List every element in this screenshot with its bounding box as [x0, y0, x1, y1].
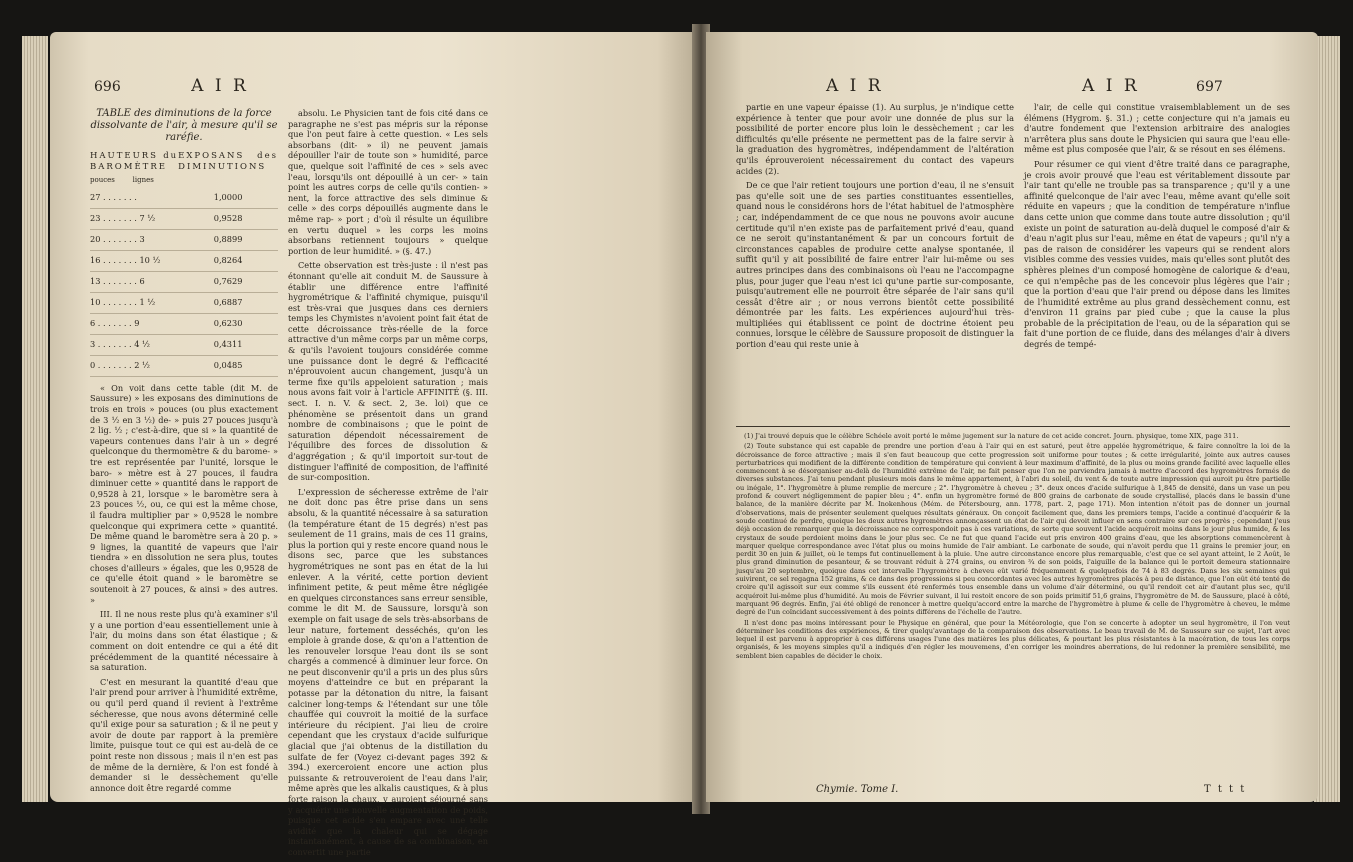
- footnote-1: (1) J'ai trouvé depuis que le célèbre Schéele avoit porté le même jugement sur la nature de cet acide concret. Journ. physique, tome XIX, page 311.: [744, 432, 1239, 440]
- table-row: [90, 355, 278, 376]
- unit-label: pouces lignes: [90, 176, 154, 185]
- left-page-number: 696: [94, 79, 121, 95]
- paragraph: De ce que l'air retient toujours une portion d'eau, il ne s'ensuit pas qu'elle soit une de ses parties constituantes essentielles, quand nous le considérons hors de l'état habituel de l'atmosphère ; car, indépendamment de ce que nous ne pouvons avoir aucune certitude qu'il n'en existe pas de parfaitement privé d'eau, quand ce ne seroit qu'instantanément & par un concours fortuit de circonstances capables de produire cette analyse spontanée, il suffit qu'il y ait possibilité de faire entrer l'air lui-même ou ses autres principes dans des combinaisons où l'eau ne l'accompagne plus, pour juger que l'eau n'est ici qu'une partie sur-composante, puisqu'autrement elle ne pourroit être séparée de l'air sans qu'il cessât d'être air ; or nous verrons bientôt cette possibilité démontrée par les faits. Les expériences aujourd'hui très-multipliées qui établissent ce point de doctrine étoient peu connues, lorsque le célèbre de Saussure proposoit de distinguer la portion d'eau qui reste unie à: [736, 180, 1014, 350]
- right-page: [706, 32, 1318, 802]
- open-book: [22, 14, 1340, 857]
- expo-cell: 0,4311: [178, 334, 278, 355]
- expo-cell: 0,6230: [178, 313, 278, 334]
- left-running-head: 696 A I R: [94, 76, 249, 96]
- table-title: TABLE des diminutions de la force dissolvante de l'air, à mesure qu'il se raréfie.: [90, 108, 278, 143]
- table-row: [90, 271, 278, 292]
- left-page-edges: [22, 36, 48, 802]
- section-iii-paragraph: III. Il ne nous reste plus qu'à examiner s'il y a une portion d'eau essentiellement unie à l'air, du moins dans son état élastique ; & comment on doit entendre ce qui a été dit précédemment de la quantité nécessaire à sa saturation.: [90, 609, 278, 673]
- footnotes: [736, 432, 1290, 662]
- quote-paragraph: « On voit dans cette table (dit M. de Saussure) » les exposans des diminutions de trois en trois » pouces (ou plus exactement de 3 ½ en 3 ½) de- » puis 27 pouces jusqu'à 2 lig. ½ ; c'est-à-dire, que si » la quantité de vapeurs contenues dans l'air à un » degré quelconque du thermomètre & du barome- » tre est représentée par l'unité, lorsque le baro- » mètre est à 27 pouces, il faudra diminuer cette » quantité dans le rapport de 0,9528 à 21, lorsque » le baromètre sera à 23 pouces ½, ou, ce qui est la même chose, il faudra multiplier par » 0,9528 le nombre quelconque qui exprimera cette » quantité. De même quand le baromètre sera à 20 p. » 9 lignes, la quantité de vapeurs que l'air tiendra » en dissolution ne sera plus, toutes choses d'ailleurs » égales, que les 0,9528 de ce qu'elle étoit quand » le baromètre se soutenoit à 27 pouces, & ainsi » des autres. »: [90, 382, 278, 605]
- paragraph: partie en une vapeur épaisse (1). Au surplus, je n'indique cette expérience à tenter que pour avoir une donnée de plus sur la possibilité de porter encore plus loin le dessèchement ; car les difficultés qu'elle présente ne permettent pas de la faire servir à la graduation des hygromètres, indépendamment de l'altération qu'ils éprouveroient nécessairement du contact des vapeurs acides (2).: [736, 102, 1014, 176]
- baro-cell: 6 . . . . . . . 9: [90, 313, 178, 334]
- diminutions-table: [90, 150, 278, 377]
- right-page-number: 697: [1196, 79, 1223, 95]
- left-page: [50, 32, 696, 857]
- expo-cell: 0,0485: [178, 355, 278, 376]
- expo-cell: 1,0000: [178, 188, 278, 209]
- footnote-3: Il n'est donc pas moins intéressant pour le Physique en général, que pour la Météorologie, que l'on se concerte à adopter un seul hygromètre, il l'on veut déterminer les conditions des expériences, & tirer quelqu'avantage de la comparaison des observations. Le beau travail de M. de Saussure sur ce sujet, l'art avec lequel il est parvenu à approprier à ces différens usages l'une des matières les plus délicates, & pourtant les plus résistantes à la macération, de tous les corps organisés, & les moyens simples qu'il a indiqués d'en régler les mouvemens, d'en corriger les moindres aberrations, de lui redonner la première sensibilité, me semblent bien capables de décider le choix.: [736, 618, 1290, 660]
- right-column-2: [1024, 102, 1290, 354]
- expo-cell: 0,7629: [178, 271, 278, 292]
- col-header-expo: EXPOSANS des DIMINUTIONS: [178, 151, 278, 172]
- table-row: [90, 229, 278, 250]
- baro-cell: 20 . . . . . . . 3: [90, 229, 178, 250]
- expo-cell: 0,6887: [178, 292, 278, 313]
- right-column-1: [736, 102, 1014, 354]
- table-row: [90, 188, 278, 209]
- paragraph: C'est en mesurant la quantité d'eau que l'air prend pour arriver à l'humidité extrême, ou qu'il perd quand il revient à l'extrême sécheresse, que nous avons déterminé celle qu'il exige pour sa saturation ; & il ne peut y avoir de doute par rapport à la première limite, puisque tout ce qui est au-delà de ce point reste non dissous ; mais il n'en est pas de même de la dernière, & l'on est fondé à demander si le dessèchement qu'elle annonce doit être regardé comme: [90, 676, 278, 793]
- paragraph: Cette observation est très-juste : il n'est pas étonnant qu'elle ait conduit M. de Saussure à établir une différence entre l'affinité hygrométrique & l'affinité chymique, puisqu'il est très-vrai que jusques dans ces derniers temps les Chymistes n'avoient point fait état de cette décroissance très-réelle de la force attractive d'un même corps par un même corps, & qu'ils l'avoient toujours considérée comme une puissance dont le degré & l'efficacité n'éprouvoient aucun changement, jusqu'à un terme fixe qu'ils appeloient saturation ; mais nous avons fait voir à l'article AFFINITÉ (§. III. sect. I. n. V. & sect. 2, 3e. loi) que ce phénomène se présentoit dans un grand nombre de combinaisons ; que le point de saturation dépendoit nécessairement de l'équilibre des forces de dissolution & d'aggrégation ; & qu'il importoit sur-tout de distinguer l'affinité de composition, de l'affinité de sur-composition.: [288, 260, 488, 483]
- baro-cell: 3 . . . . . . . 4 ½: [90, 334, 178, 355]
- table-row: [90, 208, 278, 229]
- baro-cell: 13 . . . . . . . 6: [90, 271, 178, 292]
- expo-cell: 0,8899: [178, 229, 278, 250]
- signature-line: Chymie. Tome I.: [816, 784, 899, 795]
- expo-cell: 0,8264: [178, 250, 278, 271]
- col-header-baro: HAUTEURS du BAROMÈTRE: [90, 151, 179, 172]
- baro-cell: 10 . . . . . . . 1 ½: [90, 292, 178, 313]
- baro-cell: 16 . . . . . . . 10 ½: [90, 250, 178, 271]
- table-row: [90, 292, 278, 313]
- paragraph: l'air, de celle qui constitue vraisemblablement un de ses élémens (Hygrom. §. 31.) ; cette conjecture qui n'a jamais eu d'autre fondement que l'extension arbitraire des analogies n'arrêtera plus sans doute le Physicien qui saura que l'eau elle-même est plus composée que l'air, & se résout en ses élémens.: [1024, 102, 1290, 155]
- baro-cell: 0 . . . . . . . 2 ½: [90, 355, 178, 376]
- footnote-rule: [736, 426, 1290, 427]
- table-row: [90, 250, 278, 271]
- left-column-2: [288, 108, 488, 862]
- baro-cell: 23 . . . . . . . 7 ½: [90, 208, 178, 229]
- baro-cell: 27 . . . . . . .: [90, 188, 178, 209]
- table-row: [90, 334, 278, 355]
- table-row: [90, 313, 278, 334]
- paragraph: L'expression de sécheresse extrême de l'air ne doit donc pas être prise dans un sens absolu, & la quantité nécessaire à sa saturation (la température étant de 15 degrés) n'est pas seulement de 11 grains, mais de ces 11 grains, plus la portion qui y reste encore quand nous le disons sec, parce que les substances hygrométriques ne sont pas en état de la lui enlever. A la vérité, cette portion devient infiniment petite, & peut même être négligée en quelques circonstances sans erreur sensible, comme le dit M. de Saussure, lorsqu'à son exemple on fait usage de sels très-absorbans de leur nature, fortement desséchés, qu'on les emploie à grande dose, & qu'on a l'attention de les renouveler lorsque l'eau dont ils se sont chargés a commencé à diminuer leur force. On ne peut disconvenir qu'il a pris un des plus sûrs moyens d'atteindre ce but en préparant la potasse par la détonation du nitre, la faisant calciner long-temps & l'étendant sur une tôle chauffée qui couvroit la moitié de la surface intérieure du récipient. J'ai lieu de croire cependant que les crystaux d'acide sulfurique glacial que j'ai obtenus de la distillation du sulfate de fer (Voyez ci-devant pages 392 & 394.) exerceroient encore une action plus puissante & retrouveroient de l'eau dans l'air, même après que les alkalis caustiques, & à plus forte raison la chaux, y auroient séjourné sans y acquérir une nouvelle augmentation de poids, puisque cet acide s'en empare avec une telle avidité que la chaleur qui se dégage instantanément, à cause de sa combinaison, en convertit une partie: [288, 486, 488, 857]
- signature-mark: T t t t: [1204, 784, 1247, 795]
- paragraph: absolu. Le Physicien tant de fois cité dans ce paragraphe ne s'est pas mépris sur la réponse que l'on peut faire à cette question. « Les sels absorbans (dit- » il) ne peuvent jamais dépouiller l'air de toute son » humidité, parce que, quelque soit l'affinité de ces » sels avec l'eau, lorsqu'ils ont dépouillé à un cer- » tain point les autres corps de celle qu'ils contien- » nent, la force attractive des sels diminue & celle » des corps dépouillés augmente dans le même rap- » port ; d'où il résulte un équilibre en vertu duquel » les corps les moins absorbans retiennent toujours » quelque portion de leur humidité. » (§. 47.): [288, 108, 488, 256]
- paragraph: Pour résumer ce qui vient d'être traité dans ce paragraphe, je crois avoir prouvé que l'eau est véritablement dissoute par l'air tant qu'elle ne trouble pas sa transparence ; qu'il y a une affinité quelconque de l'air avec l'eau, même avant qu'elle soit réduite en vapeurs ; que la condition de température n'influe dans cette union que comme dans toute autre dissolution ; qu'il existe un point de saturation au-delà duquel le composé d'air & d'eau n'agit plus sur l'eau, même en état de vapeurs ; qu'il n'y a pas de raison de considérer les vapeurs qui se rendent alors visibles comme des vessies vuides, mais qu'elles sont plutôt des sphères pleines d'un composé homogène de calorique & d'eau, ce qui n'empêche pas de les concevoir plus légères que l'air ; que la portion d'eau que l'air prend ou dépose dans les limites de l'humidité extrême au plus grand dessèchement connu, est d'environ 11 grains par pied cube ; que la cause la plus probable de la précipitation de l'eau, ou de la séparation qui se fait d'une portion de ce fluide, dans des mélanges d'air à divers degrés de tempé-: [1024, 158, 1290, 350]
- left-column-1: [90, 108, 278, 797]
- footnote-2: (2) Toute substance qui est capable de prendre une portion d'eau à l'air qui en est saturé, peut être appelée hygrométrique, & faire connoître la loi de la décroissance de force attractive ; mais il s'en faut beaucoup que cette progression soit uniforme pour toutes ; & cette irrégularité, jointe aux autres causes perturbatrices qui modifient de la différente condition de température qui convient à leur maximum d'affinité, de la plus ou moins grande facilité avec laquelle elles commencent à se désorganiser au-delà de l'humidité extrême de l'air, ne fait penser que l'on ne parviendra jamais à mettre d'accord des hygromètres formés de diverses substances. J'ai tenu pendant plusieurs mois dans le même appartement, à l'abri du soleil, du vent & de toute autre impression qui auroit pu être partielle ou inégale, 1°. l'hygromètre à plume remplie de mercure ; 2°. l'hygromètre à cheveu ; 3°. deux onces d'acide sulfurique à 1,845 de densité, dans un vase un peu profond & couvert négligemment de papier bleu ; 4°. enfin un hygromètre formé de 800 grains de carbonate de soude crystallisé, placés dans le bassin d'une balance, de la manière décrite par M. Inokenhous (Mém. de Pétersbourg, ann. 1778, part. 2, page 171). Mon intention n'étoit pas de donner un journal d'observations, mais de présenter seulement quelques résultats généraux. On conçoit facilement que, dans les premiers temps, l'acide a continué d'acquérir & la soude continué de perdre, quoique les deux autres hygromètres annonçassent un état de l'air qui devoit influer en sens contraire sur ces progrès ; cependant j'eus déjà occasion de remarquer que la décroissance ne correspondoit pas à ces variations, de sorte que souvent l'acide acquéroit moins dans le jour plus humide, & les crystaux de soude perdoient moins dans le jour plus sec. Ce ne fut que quand l'acide eut pris environ 400 grains d'eau, que les absorptions commencèrent à marquer quelque correspondance avec l'état plus ou moins humide de l'air ambiant. Le carbonate de soude, qui n'avoit perdu que 11 grains le premier jour, en perdit 30 en juin & juillet, où le temps fut continuellement à la pluie. Une autre circonstance encore plus remarquable, c'est que ce sel ayant atteint, le 2 Août, le plus grand diminution de pesanteur, & se trouvant réduit à 274 grains, ou environ ¾ de son poids, l'aiguille de la balance qui le portoit demeura stationnaire jusqu'au 20 septembre, quoique dans cet intervalle l'hygromètre à cheveu eût varié fréquemment & quelquefois de 74 à 83 degrés. Dans les six semaines qui suivirent, ce sel regagna 152 grains, & ce dans des progressions si peu concordantes avec les autres hygromètres placés à peu de distance, que l'on eût été tenté de croire qu'il agissoit sur eux comme s'ils eussent été renfermés tous ensemble dans un volume d'air déterminé, ou qu'il rendoit cet air d'autant plus sec, qu'il acquéroit lui-même plus d'humidité. Au mois de Février suivant, il lui restoit encore de son poids primitif 51,6 grains, l'hygromètre de M. de Saussure, placé à côté, marquant 96 degrés. Enfin, j'ai été obligé de renoncer à mettre quelqu'accord entre la marche de l'hygromètre à plume & celle de l'hygromètre à cheveu, le même degré de l'un coïncidant successivement à des points différens de l'échelle de l'autre.: [736, 442, 1290, 617]
- expo-cell: 0,9528: [178, 208, 278, 229]
- right-running-head: A I R A I R 697: [826, 76, 1223, 96]
